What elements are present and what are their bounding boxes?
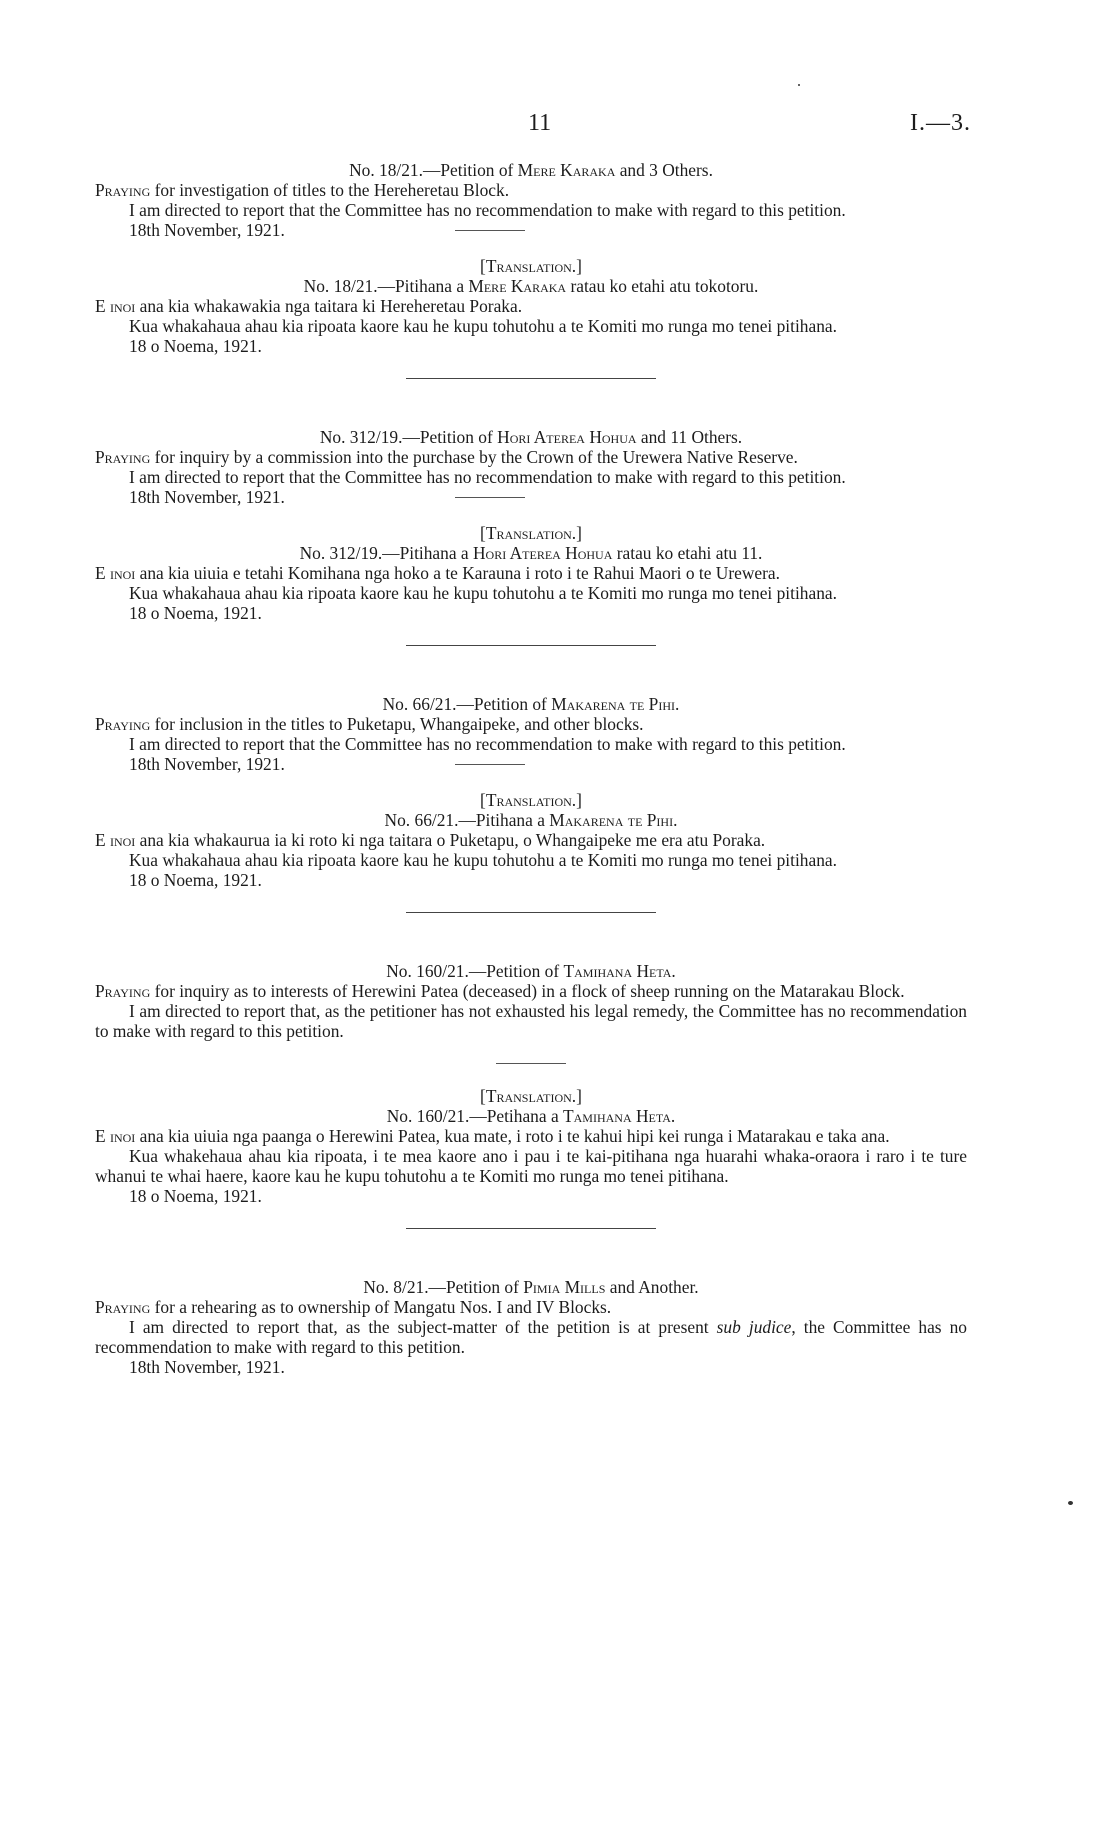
divider xyxy=(455,230,525,231)
document-body xyxy=(95,160,967,1377)
print-speck xyxy=(798,84,800,86)
petition-18-21 xyxy=(95,160,967,240)
translation-66-21 xyxy=(95,790,967,890)
translation-label: [Translation.] xyxy=(480,256,582,276)
print-speck xyxy=(1068,1501,1073,1505)
praying-paragraph: E inoi ana kia whakawakia nga taitara ki Hereheretau Poraka. xyxy=(95,296,523,316)
petition-heading: No. 66/21.—Pitihana a Makarena te Pihi. xyxy=(384,810,678,830)
report-date: 18 o Noema, 1921. xyxy=(129,870,262,890)
translation-18-21 xyxy=(95,256,967,356)
divider xyxy=(455,764,525,765)
document-reference: I.—3. xyxy=(910,110,971,136)
report-date: 18th November, 1921. xyxy=(129,220,285,240)
petitioner-name: Pimia Mills xyxy=(523,1277,606,1297)
report-paragraph: Kua whakehaua ahau kia ripoata, i te mea kaore ano i pau i te kai-pitihana nga huarahi whaka-oraora i raro i te ture whanui te whai haere, kaore kau he kupu tohutohu a te Komiti mo runga mo tenei pitihana. xyxy=(95,1146,967,1186)
praying-paragraph: Praying for a rehearing as to ownership of Mangatu Nos. I and IV Blocks. xyxy=(95,1297,612,1317)
report-paragraph: Kua whakahaua ahau kia ripoata kaore kau he kupu tohutohu a te Komiti mo runga mo tenei pitihana. xyxy=(129,850,837,870)
petitioner-name: Mere Karaka xyxy=(517,160,616,180)
report-date: 18 o Noema, 1921. xyxy=(129,336,262,356)
report-paragraph: I am directed to report that the Committee has no recommendation to make with regard to this petition. xyxy=(129,467,846,487)
report-paragraph: I am directed to report that, as the petitioner has not exhausted his legal remedy, the Committee has no recommendation to make with regard to this petition. xyxy=(95,1001,967,1041)
petition-66-21 xyxy=(95,694,967,774)
report-date: 18 o Noema, 1921. xyxy=(129,603,262,623)
petition-heading: No. 160/21.—Petihana a Tamihana Heta. xyxy=(386,1106,676,1126)
report-date: 18th November, 1921. xyxy=(129,1357,285,1377)
petitioner-name: Makarena te Pihi xyxy=(549,810,674,830)
report-paragraph: Kua whakahaua ahau kia ripoata kaore kau he kupu tohutohu a te Komiti mo runga mo tenei pitihana. xyxy=(129,583,837,603)
praying-paragraph: E inoi ana kia whakaurua ia ki roto ki nga taitara o Puketapu, o Whangaipeke me era atu Poraka. xyxy=(95,830,766,850)
petition-heading: No. 8/21.—Petition of Pimia Mills and Another. xyxy=(363,1277,699,1297)
praying-paragraph: Praying for inquiry as to interests of Herewini Patea (deceased) in a flock of sheep running on the Matarakau Block. xyxy=(95,981,905,1001)
divider xyxy=(455,497,525,498)
petition-160-21 xyxy=(95,961,967,1041)
translation-312-19 xyxy=(95,523,967,623)
report-paragraph: I am directed to report that the Committee has no recommendation to make with regard to this petition. xyxy=(129,200,846,220)
petitioner-name: Mere Karaka xyxy=(468,276,567,296)
petition-312-19 xyxy=(95,427,967,507)
translation-label: [Translation.] xyxy=(480,523,582,543)
praying-paragraph: Praying for investigation of titles to the Hereheretau Block. xyxy=(95,180,510,200)
page-number: 11 xyxy=(528,110,552,136)
petitioner-name: Tamihana Heta xyxy=(563,961,672,981)
translation-label: [Translation.] xyxy=(480,1086,582,1106)
petition-heading: No. 312/19.—Petition of Hori Aterea Hohua and 11 Others. xyxy=(319,427,743,447)
report-paragraph: Kua whakahaua ahau kia ripoata kaore kau he kupu tohutohu a te Komiti mo runga mo tenei pitihana. xyxy=(129,316,837,336)
report-paragraph: I am directed to report that the Committee has no recommendation to make with regard to this petition. xyxy=(129,734,846,754)
page-header xyxy=(0,110,1114,140)
latin-term: sub judice xyxy=(716,1317,792,1337)
petitioner-name: Hori Aterea Hohua xyxy=(497,427,637,447)
report-date: 18th November, 1921. xyxy=(129,754,285,774)
report-date: 18th November, 1921. xyxy=(129,487,285,507)
petition-heading: No. 18/21.—Pitihana a Mere Karaka ratau ko etahi atu tokotoru. xyxy=(303,276,759,296)
petitioner-name: Hori Aterea Hohua xyxy=(472,543,613,563)
petition-8-21 xyxy=(95,1277,967,1377)
report-paragraph: I am directed to report that, as the subject-matter of the petition is at present sub judice, the Committee has no recommendation to make with regard to this petition. xyxy=(95,1317,967,1357)
praying-paragraph: Praying for inclusion in the titles to Puketapu, Whangaipeke, and other blocks. xyxy=(95,714,644,734)
report-date: 18 o Noema, 1921. xyxy=(129,1186,262,1206)
petition-heading: No. 312/19.—Pitihana a Hori Aterea Hohua ratau ko etahi atu 11. xyxy=(299,543,763,563)
petition-heading: No. 160/21.—Petition of Tamihana Heta. xyxy=(386,961,676,981)
praying-paragraph: E inoi ana kia uiuia nga paanga o Herewini Patea, kua mate, i roto i te kahui hipi kei runga i Matarakau e taka ana. xyxy=(95,1126,890,1146)
translation-label: [Translation.] xyxy=(480,790,582,810)
praying-paragraph: E inoi ana kia uiuia e tetahi Komihana nga hoko a te Karauna i roto i te Rahui Maori o te Urewera. xyxy=(95,563,780,583)
petition-heading: No. 18/21.—Petition of Mere Karaka and 3 Others. xyxy=(349,160,713,180)
petition-heading: No. 66/21.—Petition of Makarena te Pihi. xyxy=(382,694,680,714)
praying-paragraph: Praying for inquiry by a commission into the purchase by the Crown of the Urewera Native Reserve. xyxy=(95,447,798,467)
petitioner-name: Makarena te Pihi xyxy=(551,694,676,714)
translation-160-21 xyxy=(95,1086,967,1206)
petitioner-name: Tamihana Heta xyxy=(563,1106,671,1126)
